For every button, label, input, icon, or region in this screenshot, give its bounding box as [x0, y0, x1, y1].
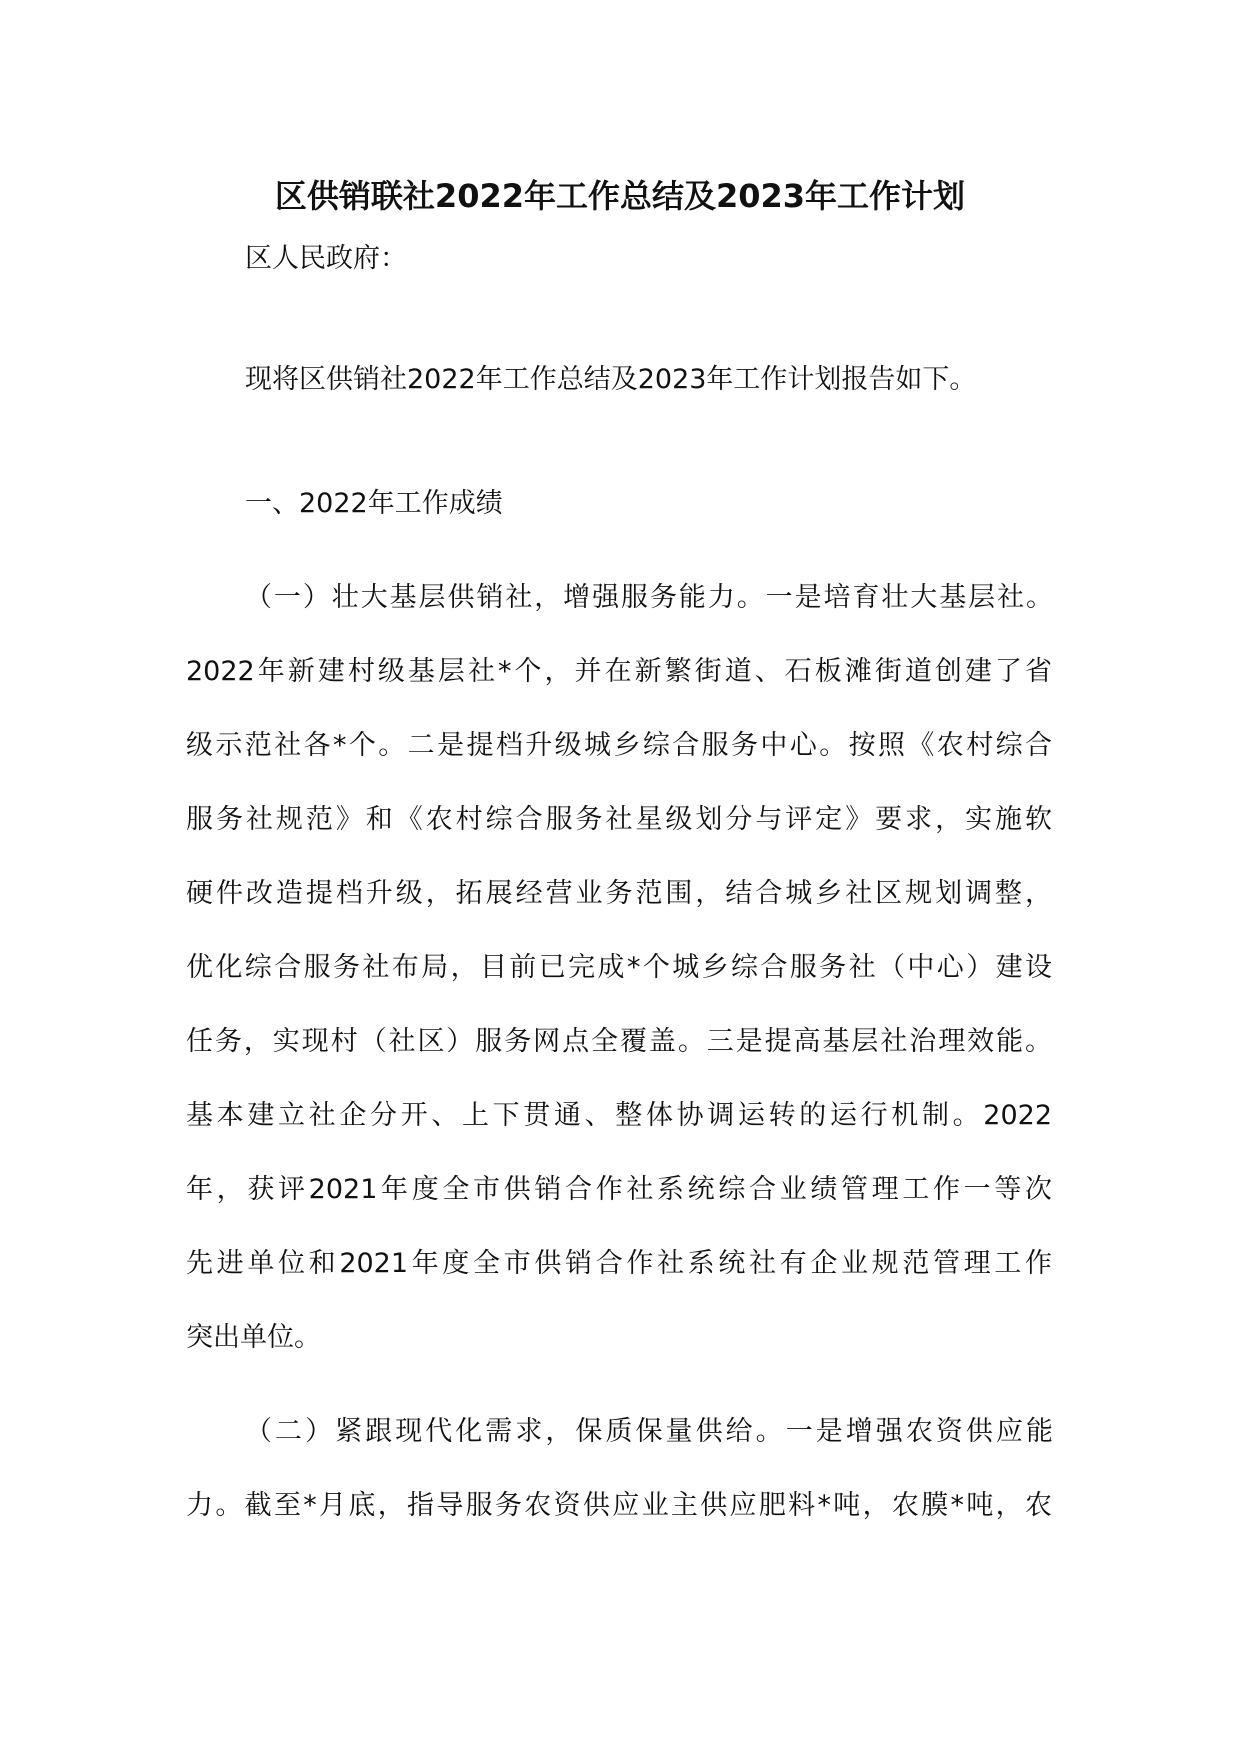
salutation: 区人民政府：: [245, 243, 407, 274]
paragraph-line: 先进单位和2021年度全市供销合作社系统社有企业规范管理工作: [186, 1248, 1052, 1279]
document-title: 区供销联社2022年工作总结及2023年工作计划: [274, 177, 966, 215]
paragraph-line: 力。截至*月底，指导服务农资供应业主供应肥料*吨，农膜*吨，农: [186, 1490, 1052, 1521]
paragraph-line: 基本建立社企分开、上下贯通、整体协调运转的运行机制。2022: [186, 1100, 1052, 1131]
paragraph-line: 服务社规范》和《农村综合服务社星级划分与评定》要求，实施软: [186, 804, 1052, 835]
paragraph-line: 硬件改造提档升级，拓展经营业务范围，结合城乡社区规划调整，: [186, 878, 1052, 909]
paragraph-line: 优化综合服务社布局，目前已完成*个城乡综合服务社（中心）建设: [186, 952, 1052, 983]
intro-paragraph: 现将区供销社2022年工作总结及2023年工作计划报告如下。: [245, 364, 977, 395]
paragraph-line: （二）紧跟现代化需求，保质保量供给。一是增强农资供应能: [245, 1416, 1053, 1447]
paragraph-line: 级示范社各*个。二是提档升级城乡综合服务中心。按照《农村综合: [186, 730, 1052, 761]
paragraph-line: 年，获评2021年度全市供销合作社系统综合业绩管理工作一等次: [186, 1174, 1052, 1205]
paragraph-line: 任务，实现村（社区）服务网点全覆盖。三是提高基层社治理效能。: [186, 1026, 1052, 1057]
paragraph-line: （一）壮大基层供销社，增强服务能力。一是培育壮大基层社。: [245, 582, 1053, 613]
paragraph-line: 2022年新建村级基层社*个，并在新繁街道、石板滩街道创建了省: [186, 656, 1052, 687]
paragraph-line: 突出单位。: [186, 1322, 321, 1353]
section-heading: 一、2022年工作成绩: [245, 488, 503, 519]
